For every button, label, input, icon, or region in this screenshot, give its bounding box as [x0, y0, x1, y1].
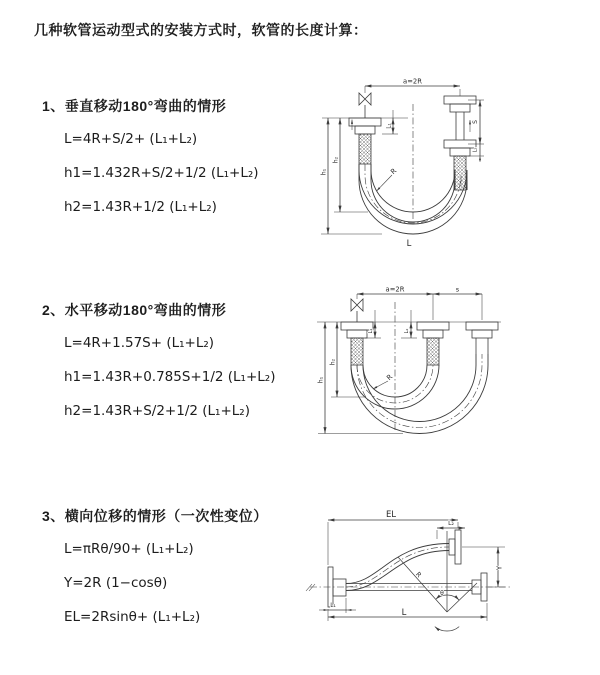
middle-fitting	[417, 322, 449, 338]
angle-construction	[398, 531, 477, 631]
left-fitting	[349, 118, 381, 134]
dim-label-l1: L₁	[386, 123, 393, 129]
dim-label-radius: R	[389, 166, 399, 177]
formula-el: EL=2Rsinθ+ (L₁+L₂)	[64, 609, 201, 625]
braided-hose-left	[351, 338, 363, 365]
dim-label-y: Y	[495, 565, 504, 571]
dim-label-radius: R	[413, 570, 423, 580]
diagram-lateral-displacement	[300, 505, 595, 665]
dim-label-h2: h₂	[329, 358, 337, 366]
braided-hose-middle	[427, 338, 439, 365]
upper-flange	[449, 530, 461, 564]
formula-length: L=πRθ/90+ (L₁+L₂)	[64, 541, 194, 557]
formula-h1: h1=1.43R+0.785S+1/2 (L₁+L₂)	[64, 369, 276, 385]
section2-heading: 2、水平移动180°弯曲的情形	[42, 302, 227, 318]
formula-h1: h1=1.432R+S/2+1/2 (L₁+L₂)	[64, 165, 259, 181]
valve-icon	[359, 93, 371, 118]
diagram-horizontal-180-bend	[303, 282, 568, 462]
page-title: 几种软管运动型式的安装方式时，软管的长度计算：	[34, 22, 368, 38]
section-lateral-displacement	[42, 506, 314, 634]
dim-label-l2: L₂	[404, 328, 410, 334]
right-fitting-upper	[444, 96, 476, 112]
dim-label-span: a=2R	[403, 77, 422, 86]
dim-label-l2: L₂	[448, 520, 454, 527]
section-horizontal-movement	[42, 300, 314, 428]
dim-label-l1: L₁	[330, 603, 336, 609]
formula-h2: h2=1.43R+S/2+1/2 (L₁+L₂)	[64, 403, 250, 419]
dim-label-theta: θ	[440, 590, 444, 597]
dim-label-h1: h₁	[317, 376, 325, 384]
diagram-vertical-180-bend	[308, 72, 558, 257]
formula-length: L=4R+1.57S+ (L₁+L₂)	[64, 335, 215, 351]
dim-label-span: a=2R	[385, 285, 405, 294]
hose-u-bend	[351, 354, 488, 434]
dim-label-h2: h₂	[332, 156, 340, 164]
right-fitting-lower	[444, 140, 476, 156]
section3-heading: 3、横向位移的情形（一次性变位）	[42, 508, 268, 524]
dim-label-radius: R	[385, 372, 395, 383]
section-vertical-movement	[42, 96, 314, 224]
dim-label-length: L	[401, 608, 407, 618]
valve-icon	[351, 299, 363, 322]
dim-label-length: L	[406, 239, 412, 249]
formula-y: Y=2R (1−cosθ)	[64, 575, 168, 591]
dim-label-l2: L₂	[472, 147, 479, 153]
dim-label-el: EL	[385, 510, 397, 520]
right-fitting	[466, 322, 498, 338]
dim-label-l1: L₁	[368, 328, 374, 334]
dim-label-shift: s	[455, 285, 460, 294]
dim-label-h1: h₁	[320, 168, 328, 176]
formula-h2: h2=1.43R+1/2 (L₁+L₂)	[64, 199, 217, 215]
formula-length: L=4R+S/2+ (L₁+L₂)	[64, 131, 198, 147]
section1-heading: 1、垂直移动180°弯曲的情形	[42, 98, 227, 114]
dim-label-s: S	[472, 120, 479, 124]
braided-hose-left	[359, 134, 371, 164]
